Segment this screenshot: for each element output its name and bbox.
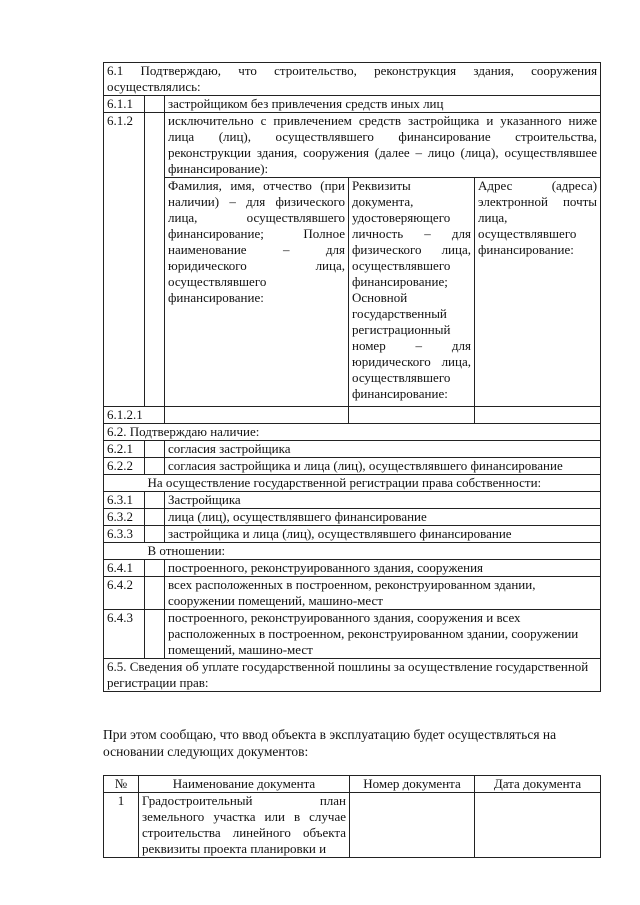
col-name-header: Наименование документа [139,776,350,793]
row-6-4-3 [104,610,601,659]
row-6-1-2-1 [104,407,601,424]
row-6-2-intro [104,424,601,441]
row-6-1-2 [104,113,601,178]
row-6-1-1 [104,96,601,113]
document-name: Градостроительный план земельного участка или в случае строительства линейного объекта реквизиты проекта планировки и [139,793,350,858]
checkbox-6-3-2[interactable] [145,509,165,526]
row-6-2-1 [104,441,601,458]
item-text: застройщика и лица (лиц), осуществлявшего финансирование [165,526,601,543]
checkbox-6-4-2[interactable] [145,577,165,610]
item-text: застройщиком без привлечения средств иных лиц [165,96,601,113]
row-6-4-1 [104,560,601,577]
item-text: всех расположенных в построенном, реконструированном здании, сооружении помещений, машино-мест [165,577,601,610]
checkbox-6-4-1[interactable] [145,560,165,577]
checkbox-6-3-1[interactable] [145,492,165,509]
section-6-5-text: 6.5. Сведения об уплате государственной пошлины за осуществление государственной регистрации прав: [104,659,601,692]
checkbox-6-2-2[interactable] [145,458,165,475]
item-text: согласия застройщика и лица (лиц), осуществлявшего финансирование [165,458,601,475]
checkbox-6-1-2[interactable] [145,113,165,407]
row-6-3-3 [104,526,601,543]
section-6-2-intro: 6.2. Подтверждаю наличие: [104,424,601,441]
item-text: построенного, реконструированного здания, сооружения и всех расположенных в построенном, реконструированном здании, сооружении помещений, машино-мест [165,610,601,659]
row-6-2-2 [104,458,601,475]
document-date-field[interactable] [475,793,601,858]
row-6-4-intro [104,543,601,560]
item-number: 6.3.1 [104,492,145,509]
document-number-field[interactable] [350,793,475,858]
item-text: лица (лиц), осуществлявшего финансирование [165,509,601,526]
item-text: исключительно с привлечением средств застройщика и указанного ниже лица (лиц), осуществлявшего финансирование строительства, реконструкции здания, сооружения (далее – лицо (лица), осуществлявшее финансирование): [165,113,601,178]
item-text: согласия застройщика [165,441,601,458]
section-6-1-intro: 6.1 Подтверждаю, что строительство, реконструкция здания, сооружения осуществлялись: [104,63,601,96]
item-number: 6.2.1 [104,441,145,458]
col-date-header: Дата документа [475,776,601,793]
spacer [104,543,145,560]
financer-document-header: Реквизиты документа, удостоверяющего личность – для физического лица, осуществлявшего финансирование; Основной государственный регистрационный номер – для юридического лица, осуществлявшего финансирование: [349,178,475,407]
item-number: 6.4.2 [104,577,145,610]
documents-table [103,775,601,858]
section-6-3-intro: На осуществление государственной регистрации права собственности: [145,475,601,492]
item-text: Застройщика [165,492,601,509]
row-6-5 [104,659,601,692]
financer-document-field[interactable] [349,407,475,424]
item-number: 6.4.1 [104,560,145,577]
section-6-4-intro: В отношении: [145,543,601,560]
row-6-3-intro [104,475,601,492]
row-6-1-intro [104,63,601,96]
item-number: 6.3.2 [104,509,145,526]
financer-email-header: Адрес (адреса) электронной почты лица, осуществлявшего финансирование: [475,178,601,407]
table-row [104,793,601,858]
row-6-4-2 [104,577,601,610]
checkbox-6-4-3[interactable] [145,610,165,659]
financer-name-header: Фамилия, имя, отчество (при наличии) – для физического лица, осуществлявшего финансирование; Полное наименование – для юридического лица, осуществлявшего финансирование: [165,178,349,407]
notification-form-table [103,62,601,692]
checkbox-6-3-3[interactable] [145,526,165,543]
row-6-3-2 [104,509,601,526]
row-number: 1 [104,793,139,858]
row-6-1-2-headers [104,178,601,407]
item-number: 6.2.2 [104,458,145,475]
checkbox-6-1-1[interactable] [145,96,165,113]
item-number: 6.4.3 [104,610,145,659]
row-6-3-1 [104,492,601,509]
item-number: 6.1.1 [104,96,145,113]
col-docnum-header: Номер документа [350,776,475,793]
item-number: 6.1.2 [104,113,145,407]
item-number: 6.3.3 [104,526,145,543]
item-text: построенного, реконструированного здания, сооружения [165,560,601,577]
financer-email-field[interactable] [475,407,601,424]
documents-header-row [104,776,601,793]
checkbox-6-2-1[interactable] [145,441,165,458]
col-number-header: № [104,776,139,793]
commissioning-paragraph: При этом сообщаю, что ввод объекта в эксплуатацию будет осуществляться на основании следующих документов: [103,727,557,759]
item-number: 6.1.2.1 [104,407,165,424]
spacer [104,475,145,492]
financer-name-field[interactable] [165,407,349,424]
